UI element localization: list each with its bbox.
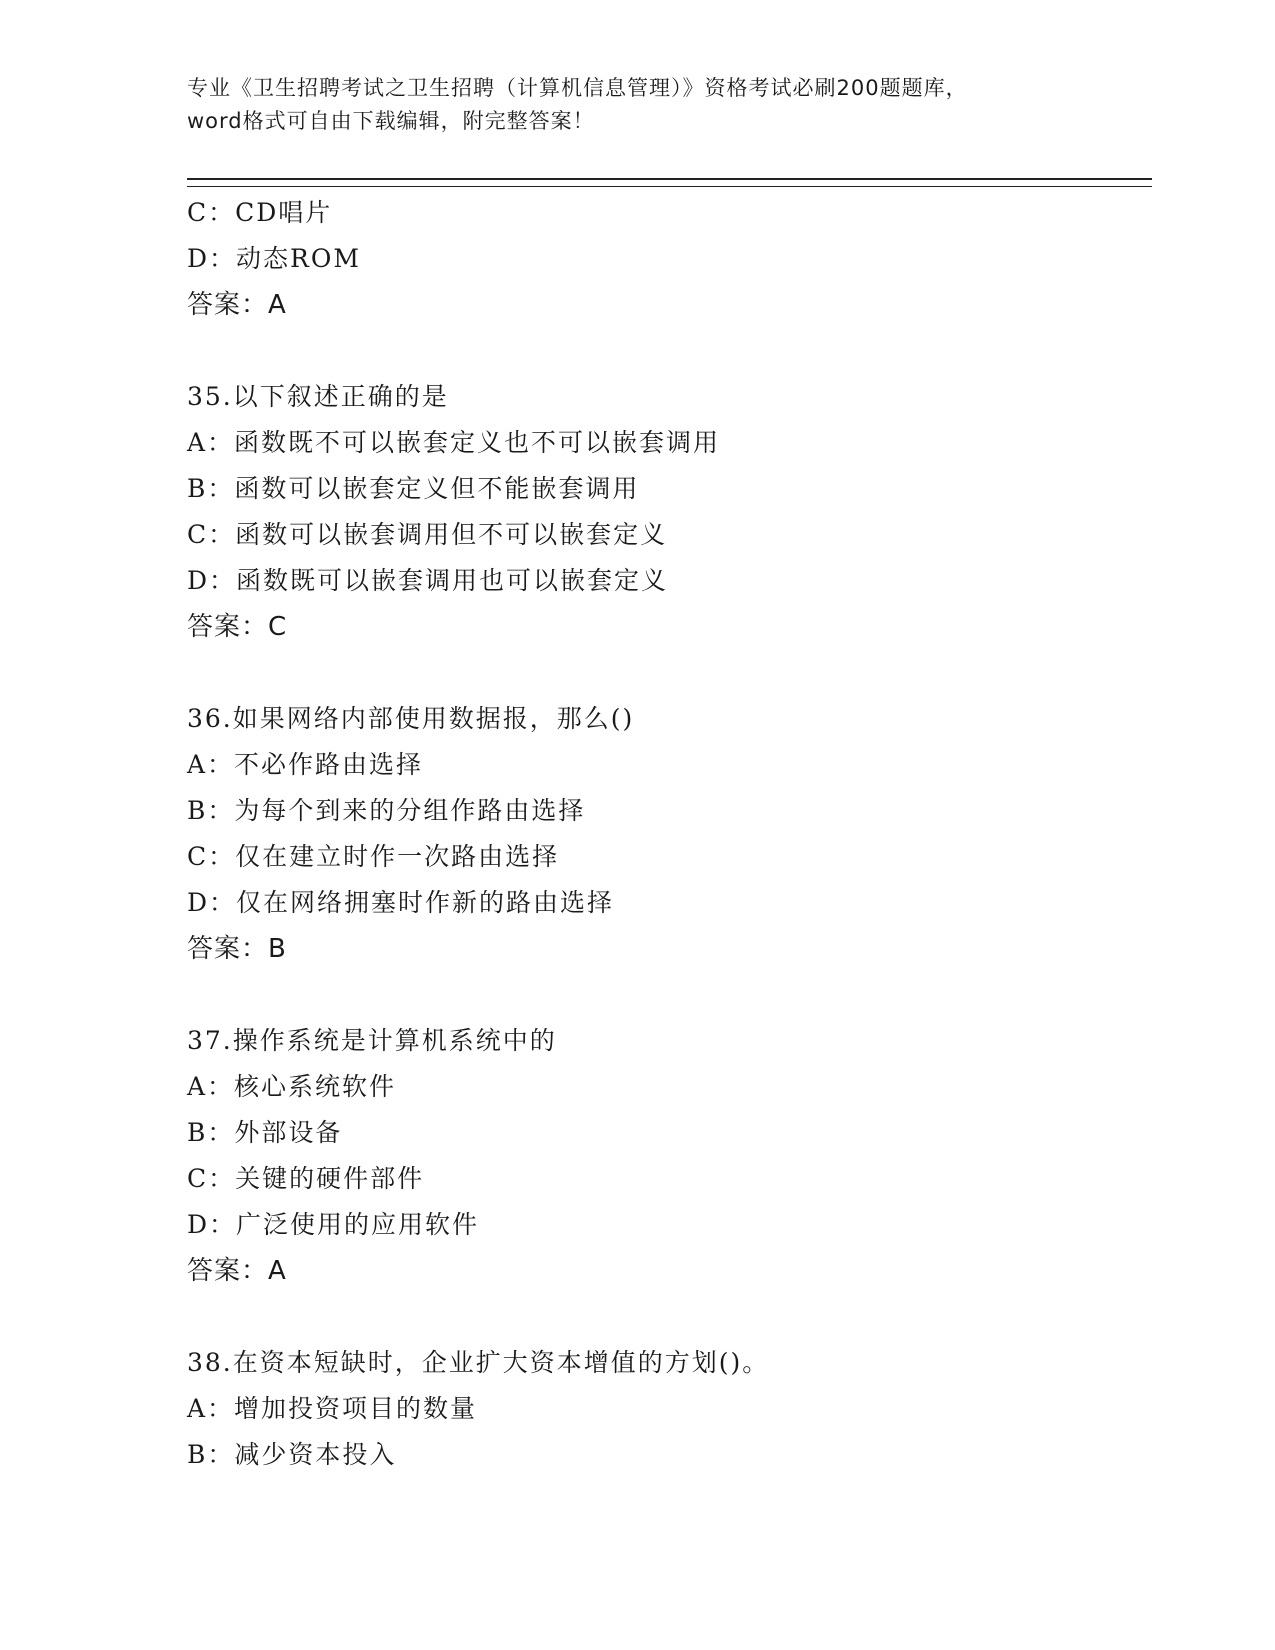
question-list (187, 190, 1152, 1478)
question-text: 36.如果网络内部使用数据报，那么() (187, 704, 635, 733)
answer-line: 答案：B (187, 934, 287, 964)
option-c: C：关键的硬件部件 (187, 1164, 425, 1193)
option-d: D：动态ROM (187, 244, 361, 273)
question-text: 35.以下叙述正确的是 (187, 382, 449, 411)
question-block-34 (187, 190, 1152, 328)
option-c: C：函数可以嵌套调用但不可以嵌套定义 (187, 520, 668, 549)
question-block-37 (187, 1018, 1152, 1294)
spacer (187, 650, 1152, 696)
option-b: B：外部设备 (187, 1118, 343, 1147)
option-a: A：增加投资项目的数量 (187, 1394, 478, 1423)
header-divider (187, 178, 1152, 187)
option-a: A：函数既不可以嵌套定义也不可以嵌套调用 (187, 428, 721, 457)
option-c: C：仅在建立时作一次路由选择 (187, 842, 560, 871)
option-d: D：仅在网络拥塞时作新的路由选择 (187, 888, 615, 917)
option-c: C：CD唱片 (187, 198, 333, 227)
option-d: D：广泛使用的应用软件 (187, 1210, 480, 1239)
spacer (187, 328, 1152, 374)
question-block-35 (187, 374, 1152, 650)
spacer (187, 972, 1152, 1018)
question-block-38 (187, 1340, 1152, 1478)
header-line-2: word格式可自由下载编辑，附完整答案！ (187, 109, 595, 133)
option-d: D：函数既可以嵌套调用也可以嵌套定义 (187, 566, 669, 595)
option-a: A：核心系统软件 (187, 1072, 397, 1101)
page-header (187, 72, 1087, 138)
header-line-1: 专业《卫生招聘考试之卫生招聘（计算机信息管理）》资格考试必刷200题题库， (187, 76, 968, 100)
answer-line: 答案：A (187, 1256, 287, 1286)
answer-line: 答案：C (187, 612, 288, 642)
option-b: B：减少资本投入 (187, 1440, 397, 1469)
spacer (187, 1294, 1152, 1340)
option-b: B：函数可以嵌套定义但不能嵌套调用 (187, 474, 640, 503)
question-text: 38.在资本短缺时，企业扩大资本增值的方划()。 (187, 1348, 770, 1377)
option-a: A：不必作路由选择 (187, 750, 424, 779)
option-b: B：为每个到来的分组作路由选择 (187, 796, 586, 825)
question-text: 37.操作系统是计算机系统中的 (187, 1026, 557, 1055)
question-block-36 (187, 696, 1152, 972)
answer-line: 答案：A (187, 290, 287, 320)
